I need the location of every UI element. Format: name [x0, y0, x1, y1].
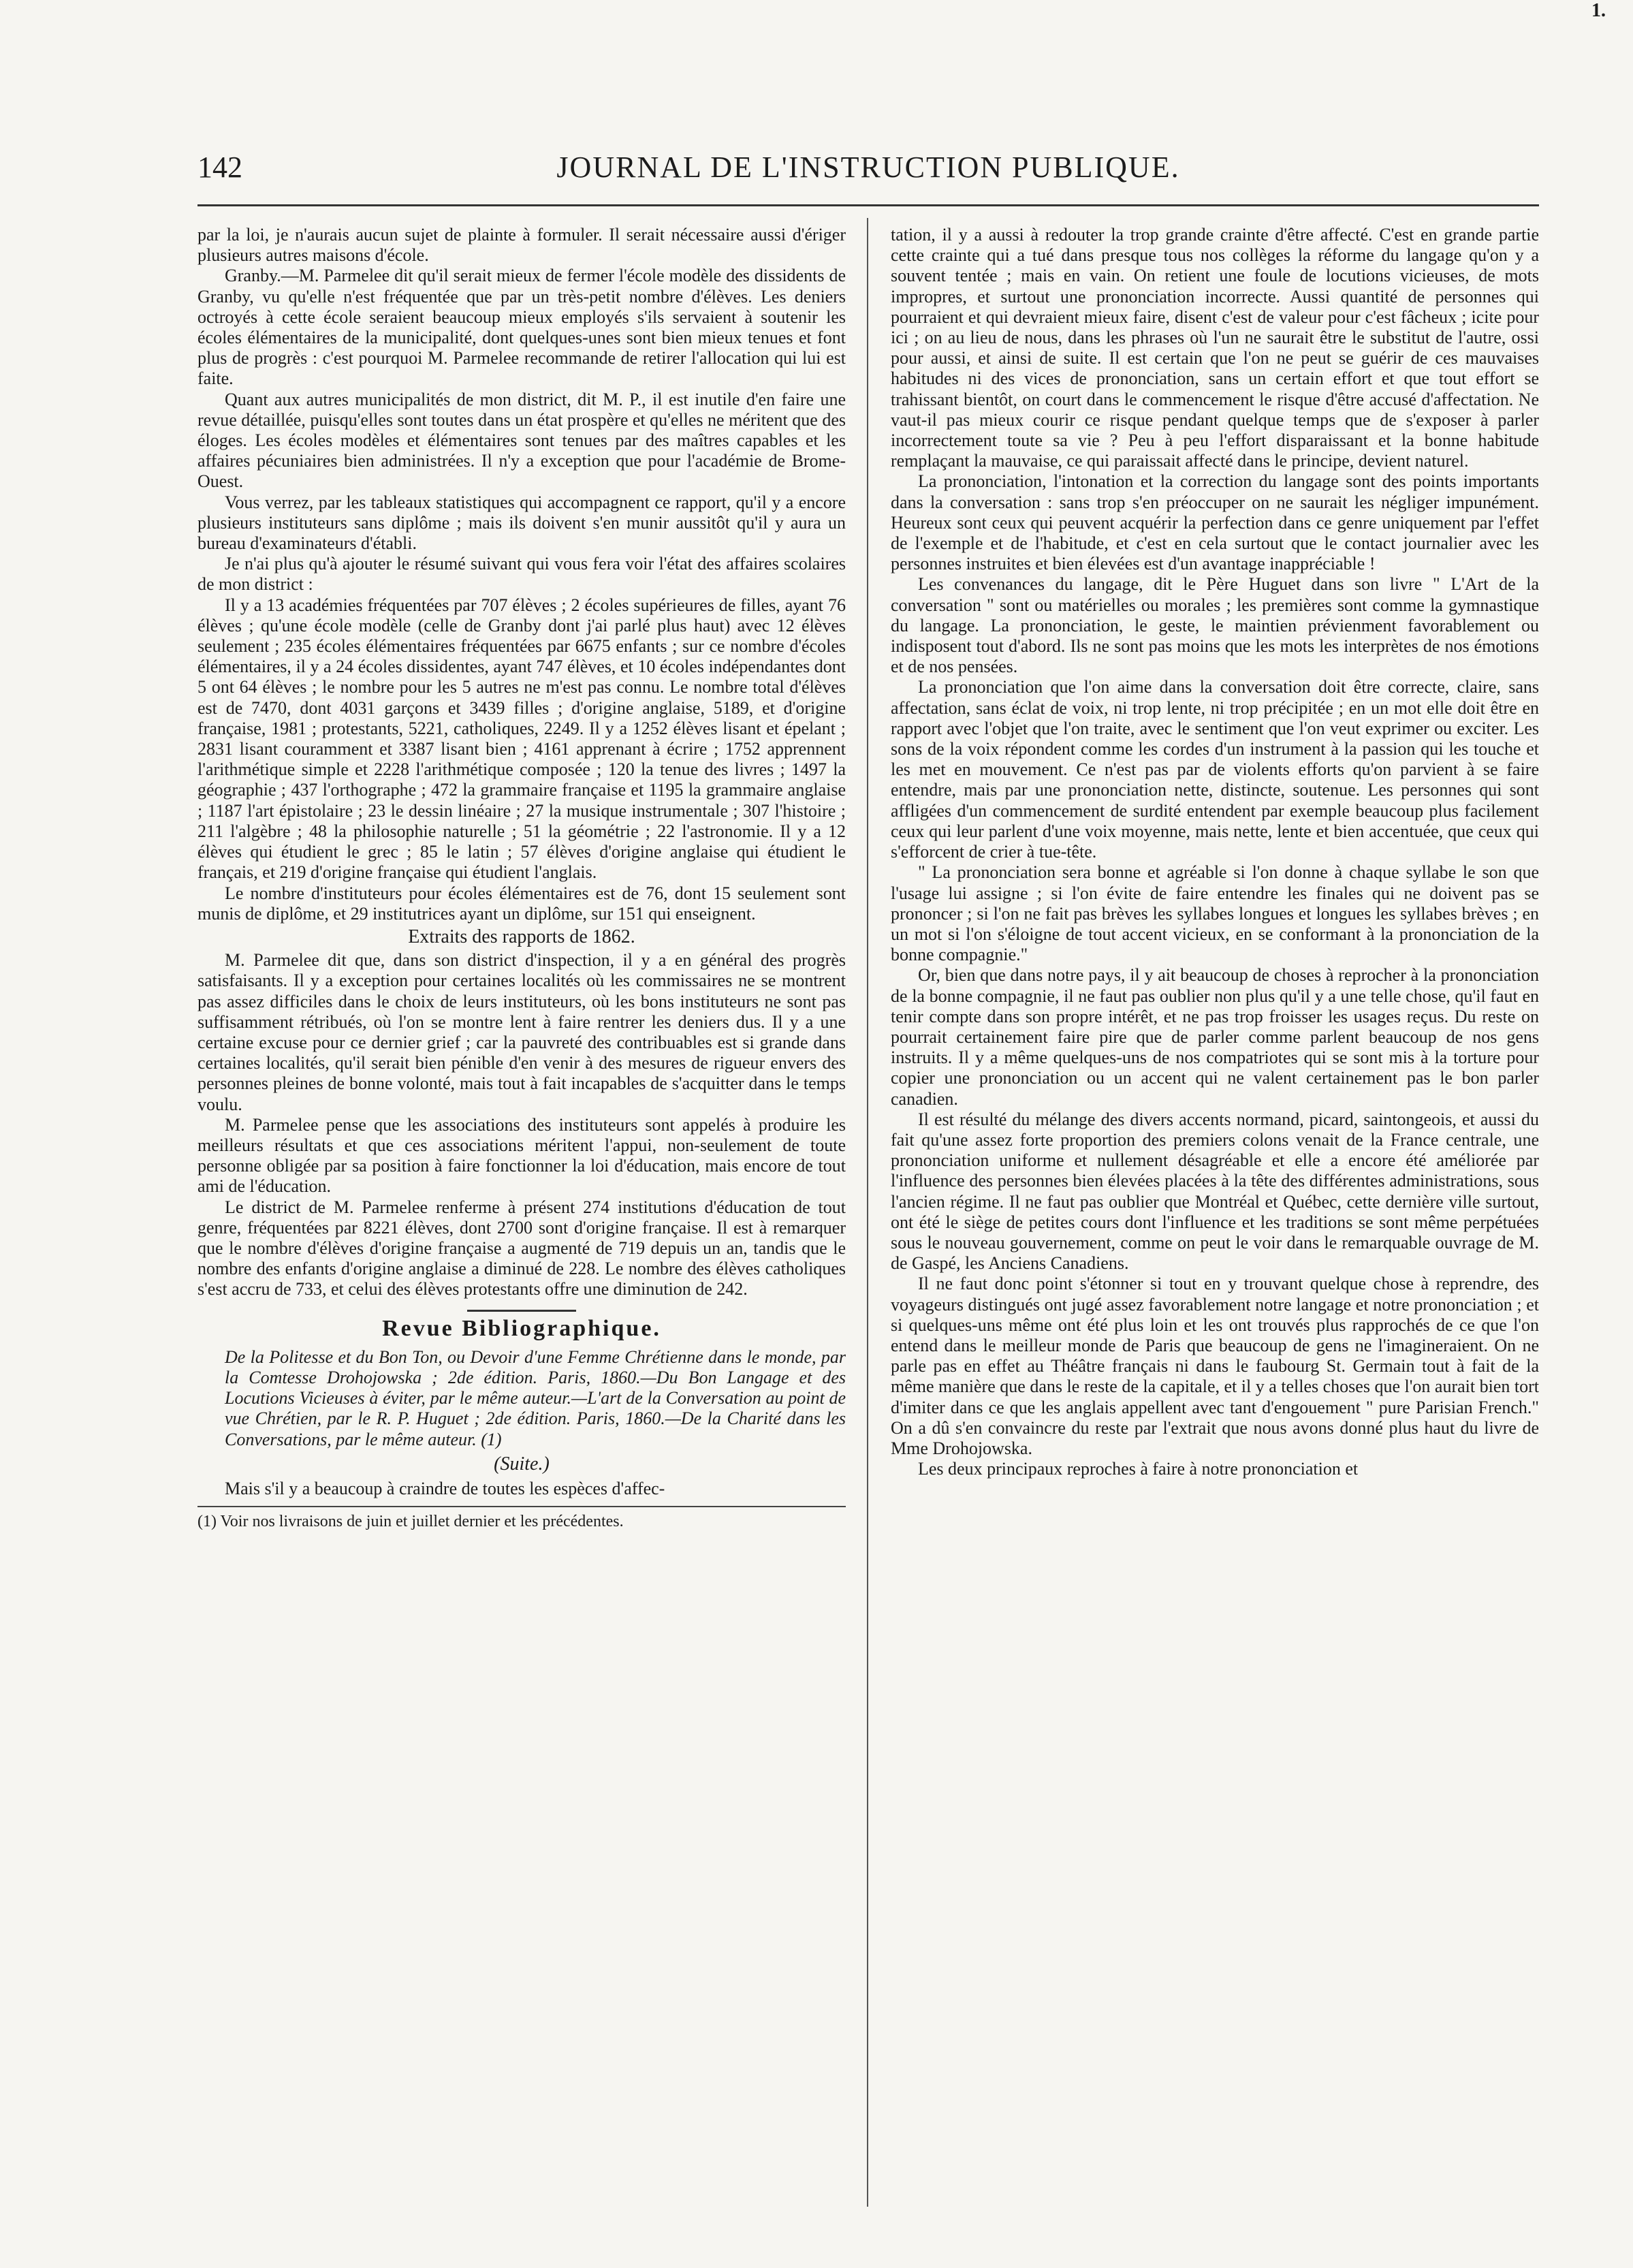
- page-number: 142: [197, 151, 242, 184]
- footnote: (1) Voir nos livraisons de juin et juillet dernier et les précédentes.: [197, 1513, 624, 1531]
- paragraph: Le district de M. Parmelee renferme à présent 274 institutions d'éducation de tout genre, fréquentées par 8221 élèves, dont 2700 sont d'origine française. Il est à remarquer que le nombre d'élèves d'origine française a augmenté de 719 depuis un an, tandis que le nombre des enfants d'origine anglaise a diminué de 228. Le nombre des élèves catholiques s'est accru de 733, et celui des élèves protestants offre une diminution de 242.: [197, 1197, 846, 1300]
- section-heading: Extraits des rapports de 1862.: [408, 926, 635, 947]
- paragraph: M. Parmelee dit que, dans son district d'inspection, il y a en général des progrès satisfaisants. Il y a exception pour certaines localités où les commissaires ne se montrent pas assez difficiles dans le choix de leurs instituteurs, où les bons instituteurs ne sont pas suffisamment rétribués, où l'on se montre lent à faire rentrer les deniers dus. Il y a une certaine excuse pour ce dernier grief ; car la pauvreté des contribuables est si grande dans certaines localités, qu'il serait bien pénible d'en venir à des mesures de rigueur envers des personnes pleines de bonne volonté, mais tout à fait incapables de s'acquitter dans le temps voulu.: [197, 950, 846, 1114]
- paragraph: Granby.—M. Parmelee dit qu'il serait mieux de fermer l'école modèle des dissidents de Granby, vu qu'elle n'est fréquentée que par un très-petit nombre d'élèves. Les deniers octroyés à cette école seraient beaucoup mieux employés s'ils servaient à soutenir les écoles élémentaires de la municipalité, dont quelques-unes sont bien mieux tenues et font plus de progrès : c'est pourquoi M. Parmelee recommande de retirer l'allocation qui lui est faite.: [197, 266, 846, 389]
- footnote-rule: [197, 1506, 846, 1507]
- paragraph: Il est résulté du mélange des divers accents normand, picard, saintongeois, et aussi du fait qu'une assez forte proportion des premiers colons venait de la France centrale, une prononciation uniforme et nullement désagréable et elle a encore été améliorée par l'influence des personnes bien élevées placées à la tête des différentes administrations, sous l'ancien régime. Il ne faut pas oublier que Montréal et Québec, cette dernière ville surtout, ont été le siège de petites cours dont l'influence et les traditions se sont même perpétuées sous le nouveau gouvernement, comme on peut le voir dans le remarquable ouvrage de M. de Gaspé, les Anciens Canadiens.: [891, 1109, 1539, 1274]
- paragraph: Les deux principaux reproches à faire à notre prononciation et: [918, 1459, 1359, 1479]
- paragraph: par la loi, je n'aurais aucun sujet de plainte à formuler. Il serait nécessaire aussi d'ériger plusieurs autres maisons d'école.: [197, 225, 846, 266]
- paragraph: La prononciation, l'intonation et la correction du langage sont des points importants dans la conversation : sans trop s'en préoccuper on ne saurait les négliger impunément. Heureux sont ceux qui peuvent acquérir la perfection dans ce genre uniquement par l'effet de l'exemple et de l'habitude, et c'est en cela surtout que le contact journalier avec les personnes instruites et bien élevées est d'un avantage inappréciable !: [891, 471, 1539, 574]
- suite-label: (Suite.): [494, 1453, 550, 1475]
- paragraph: Vous verrez, par les tableaux statistiques qui accompagnent ce rapport, qu'il y a encore plusieurs instituteurs sans diplôme ; mais ils doivent s'en munir aussitôt qu'il y aura un bureau d'examinateurs d'établi.: [197, 492, 846, 554]
- bibliography-entry: De la Politesse et du Bon Ton, ou Devoir d'une Femme Chrétienne dans le monde, par la Comtesse Drohojowska ; 2de édition. Paris, 1860.—Du Bon Langage et des Locutions Vicieuses à éviter, par le même auteur.—L'art de la Conversation au point de vue Chrétien, par le R. P. Huguet ; 2de édition. Paris, 1860.—De la Charité dans les Conversations, par le même auteur. (1): [225, 1346, 846, 1449]
- paragraph: Le nombre d'instituteurs pour écoles élémentaires est de 76, dont 15 seulement sont munis de diplôme, et 29 institutrices ayant un diplôme, sur 151 qui enseignent.: [197, 883, 846, 924]
- header-rule: [197, 204, 1539, 206]
- paragraph: M. Parmelee pense que les associations des instituteurs sont appelés à produire les meilleurs résultats et que ces associations méritent l'appui, non-seulement de toute personne obligée par sa position à faire fonctionner la loi d'éducation, mais encore de tout ami de l'éducation.: [197, 1114, 846, 1197]
- paragraph: Je n'ai plus qu'à ajouter le résumé suivant qui vous fera voir l'état des affaires scolaires de mon district :: [197, 554, 846, 595]
- right-column: [891, 225, 1539, 2220]
- page-header: [197, 150, 1539, 191]
- page-mark: 1.: [1591, 0, 1606, 21]
- paragraph: Or, bien que dans notre pays, il y ait beaucoup de choses à reprocher à la prononciation de la bonne compagnie, il ne faut pas oublier non plus qu'il y a une telle chose, qu'il faut en tenir compte dans son propre intérêt, et ne pas trop froisser les usages reçus. Du reste on pourrait certainement faire pire que de parler comme parlent beaucoup de nos gens instruits. Il y a même quelques-uns de nos compatriotes qui se sont mis à la torture pour copier une prononciation ou un accent qui ne valent certainement pas le bon parler canadien.: [891, 965, 1539, 1109]
- column-divider: [867, 218, 868, 2207]
- left-column: [197, 225, 846, 2220]
- paragraph: Mais s'il y a beaucoup à craindre de toutes les espèces d'affec-: [225, 1478, 665, 1498]
- section-divider: [467, 1310, 576, 1312]
- paragraph: Quant aux autres municipalités de mon district, dit M. P., il est inutile d'en faire une revue détaillée, puisqu'elles sont toutes dans un état prospère et qu'elles ne méritent que des éloges. Les écoles modèles et élémentaires sont tenues par des maîtres capables et les affaires pécuniaires bien administrées. Il n'y a exception que pour l'académie de Brome-Ouest.: [197, 389, 846, 492]
- paragraph: Il y a 13 académies fréquentées par 707 élèves ; 2 écoles supérieures de filles, ayant 76 élèves ; qu'une école modèle (celle de Granby dont j'ai parlé plus haut) avec 12 élèves seulement ; 235 écoles élémentaires fréquentées par 6675 enfants ; sur ce nombre d'écoles élémentaires, il y a 24 écoles dissidentes, ayant 747 élèves, et 10 écoles indépendantes dont 5 ont 64 élèves ; le nombre pour les 5 autres ne m'est pas connu. Le nombre total d'élèves est de 7470, dont 4031 garçons et 3439 filles ; d'origine anglaise, 5189, et d'origine française, 1981 ; protestants, 5221, catholiques, 2249. Il y a 1252 élèves lisant et épelant ; 2831 lisant couramment et 3387 lisant bien ; 4161 apprenant à écrire ; 1752 apprennent l'arithmétique simple et 2228 l'arithmétique composée ; 120 la tenue des livres ; 1497 la géographie ; 437 l'orthographe ; 472 la grammaire française et 1195 la grammaire anglaise ; 1187 l'art épistolaire ; 23 le dessin linéaire ; 27 la musique instrumentale ; 307 l'histoire ; 211 l'algèbre ; 48 la philosophie naturelle ; 51 la géométrie ; 22 l'astronomie. Il y a 12 élèves qui étudient le grec ; 85 le latin ; 57 élèves d'origine anglaise qui étudient le français, et 219 d'origine française qui étudient l'anglais.: [197, 595, 846, 883]
- paragraph: Les convenances du langage, dit le Père Huguet dans son livre " L'Art de la conversation " sont ou matérielles ou morales ; les premières sont comme la gymnastique du langage. La prononciation, le geste, le maintien prévienment favorablement ou indisposent tout d'abord. Ils ne sont pas moins que les mots les interprètes de nos émotions et de nos pensées.: [891, 574, 1539, 677]
- journal-title: JOURNAL DE L'INSTRUCTION PUBLIQUE.: [556, 151, 1180, 184]
- paragraph: Il ne faut donc point s'étonner si tout en y trouvant quelque chose à reprendre, des voyageurs distingués ont jugé assez favorablement notre langage et notre prononciation ; et si quelques-uns même ont été plus loin et les ont trouvés plus rapprochés de ce que l'on entend dans le meilleur monde de Paris que beaucoup de gens ne l'imagineraient. On ne parle pas en effet au Théâtre français ni dans le faubourg St. Germain tout à fait de la même manière que dans le reste de la capitale, et il y a telles choses que l'on aurait bien tort d'imiter dans ce que les anglais appellent avec tant d'engouement " pure Parisian French." On a dû s'en convaincre du reste par l'extrait que nous avons donné plus haut du livre de Mme Drohojowska.: [891, 1274, 1539, 1458]
- paragraph: " La prononciation sera bonne et agréable si l'on donne à chaque syllabe le son que l'usage lui assigne ; si l'on évite de faire entendre les finales qui ne doivent pas se prononcer ; si l'on ne fait pas brèves les syllabes longues et longues les syllabes brèves ; en un mot si l'on s'éloigne de tout accent vicieux, en se conformant à la prononciation de la bonne compagnie.": [891, 862, 1539, 965]
- review-heading: Revue Bibliographique.: [382, 1315, 661, 1341]
- paragraph: tation, il y a aussi à redouter la trop grande crainte d'être affecté. C'est en grande partie cette crainte qui a tué dans presque tous nos collèges la réforme du langage qu'on y a souvent tentée ; mais en vain. On retient une foule de locutions vicieuses, de mots impropres, et surtout une prononciation incorrecte. Aussi quantité de personnes qui pourraient et qui devraient mieux faire, disent c'est de valeur pour c'est fâcheux ; icite pour ici ; on au lieu de nous, dans les phrases où l'un ne saurait être le substitut de l'autre, ossi pour aussi, et ainsi de suite. Il est certain que l'on ne peut se guérir de ces mauvaises habitudes ni des vices de prononciation, sans un certain effort et que tout effort se trahissant bientôt, on court dans le commencement le risque d'être accusé d'affectation. Ne vaut-il pas mieux courir ce risque pendant quelque temps que de s'exposer à parler incorrectement toute sa vie ? Peu à peu l'effort disparaissant et la bonne habitude remplaçant la mauvaise, ce qui paraissait affecté dans le principe, devient naturel.: [891, 225, 1539, 471]
- paragraph: La prononciation que l'on aime dans la conversation doit être correcte, claire, sans affectation, sans éclat de voix, ni trop lente, ni trop précipitée ; en un mot elle doit être en rapport avec l'objet que l'on traite, avec le sentiment que l'on veut exprimer ou exciter. Les sons de la voix répondent comme les cordes d'un instrument à la passion qui les touche et les met en mouvement. Ce n'est pas par de violents efforts qu'on parvient à se faire entendre, mais par une prononciation nette, distincte, soutenue. Les personnes qui sont affligées d'un commencement de surdité entendent par exemple beaucoup plus facilement ceux qui leur parlent d'une voix moyenne, mais nette, lente et bien accentuée, que ceux qui s'efforcent de crier à tue-tête.: [891, 677, 1539, 862]
